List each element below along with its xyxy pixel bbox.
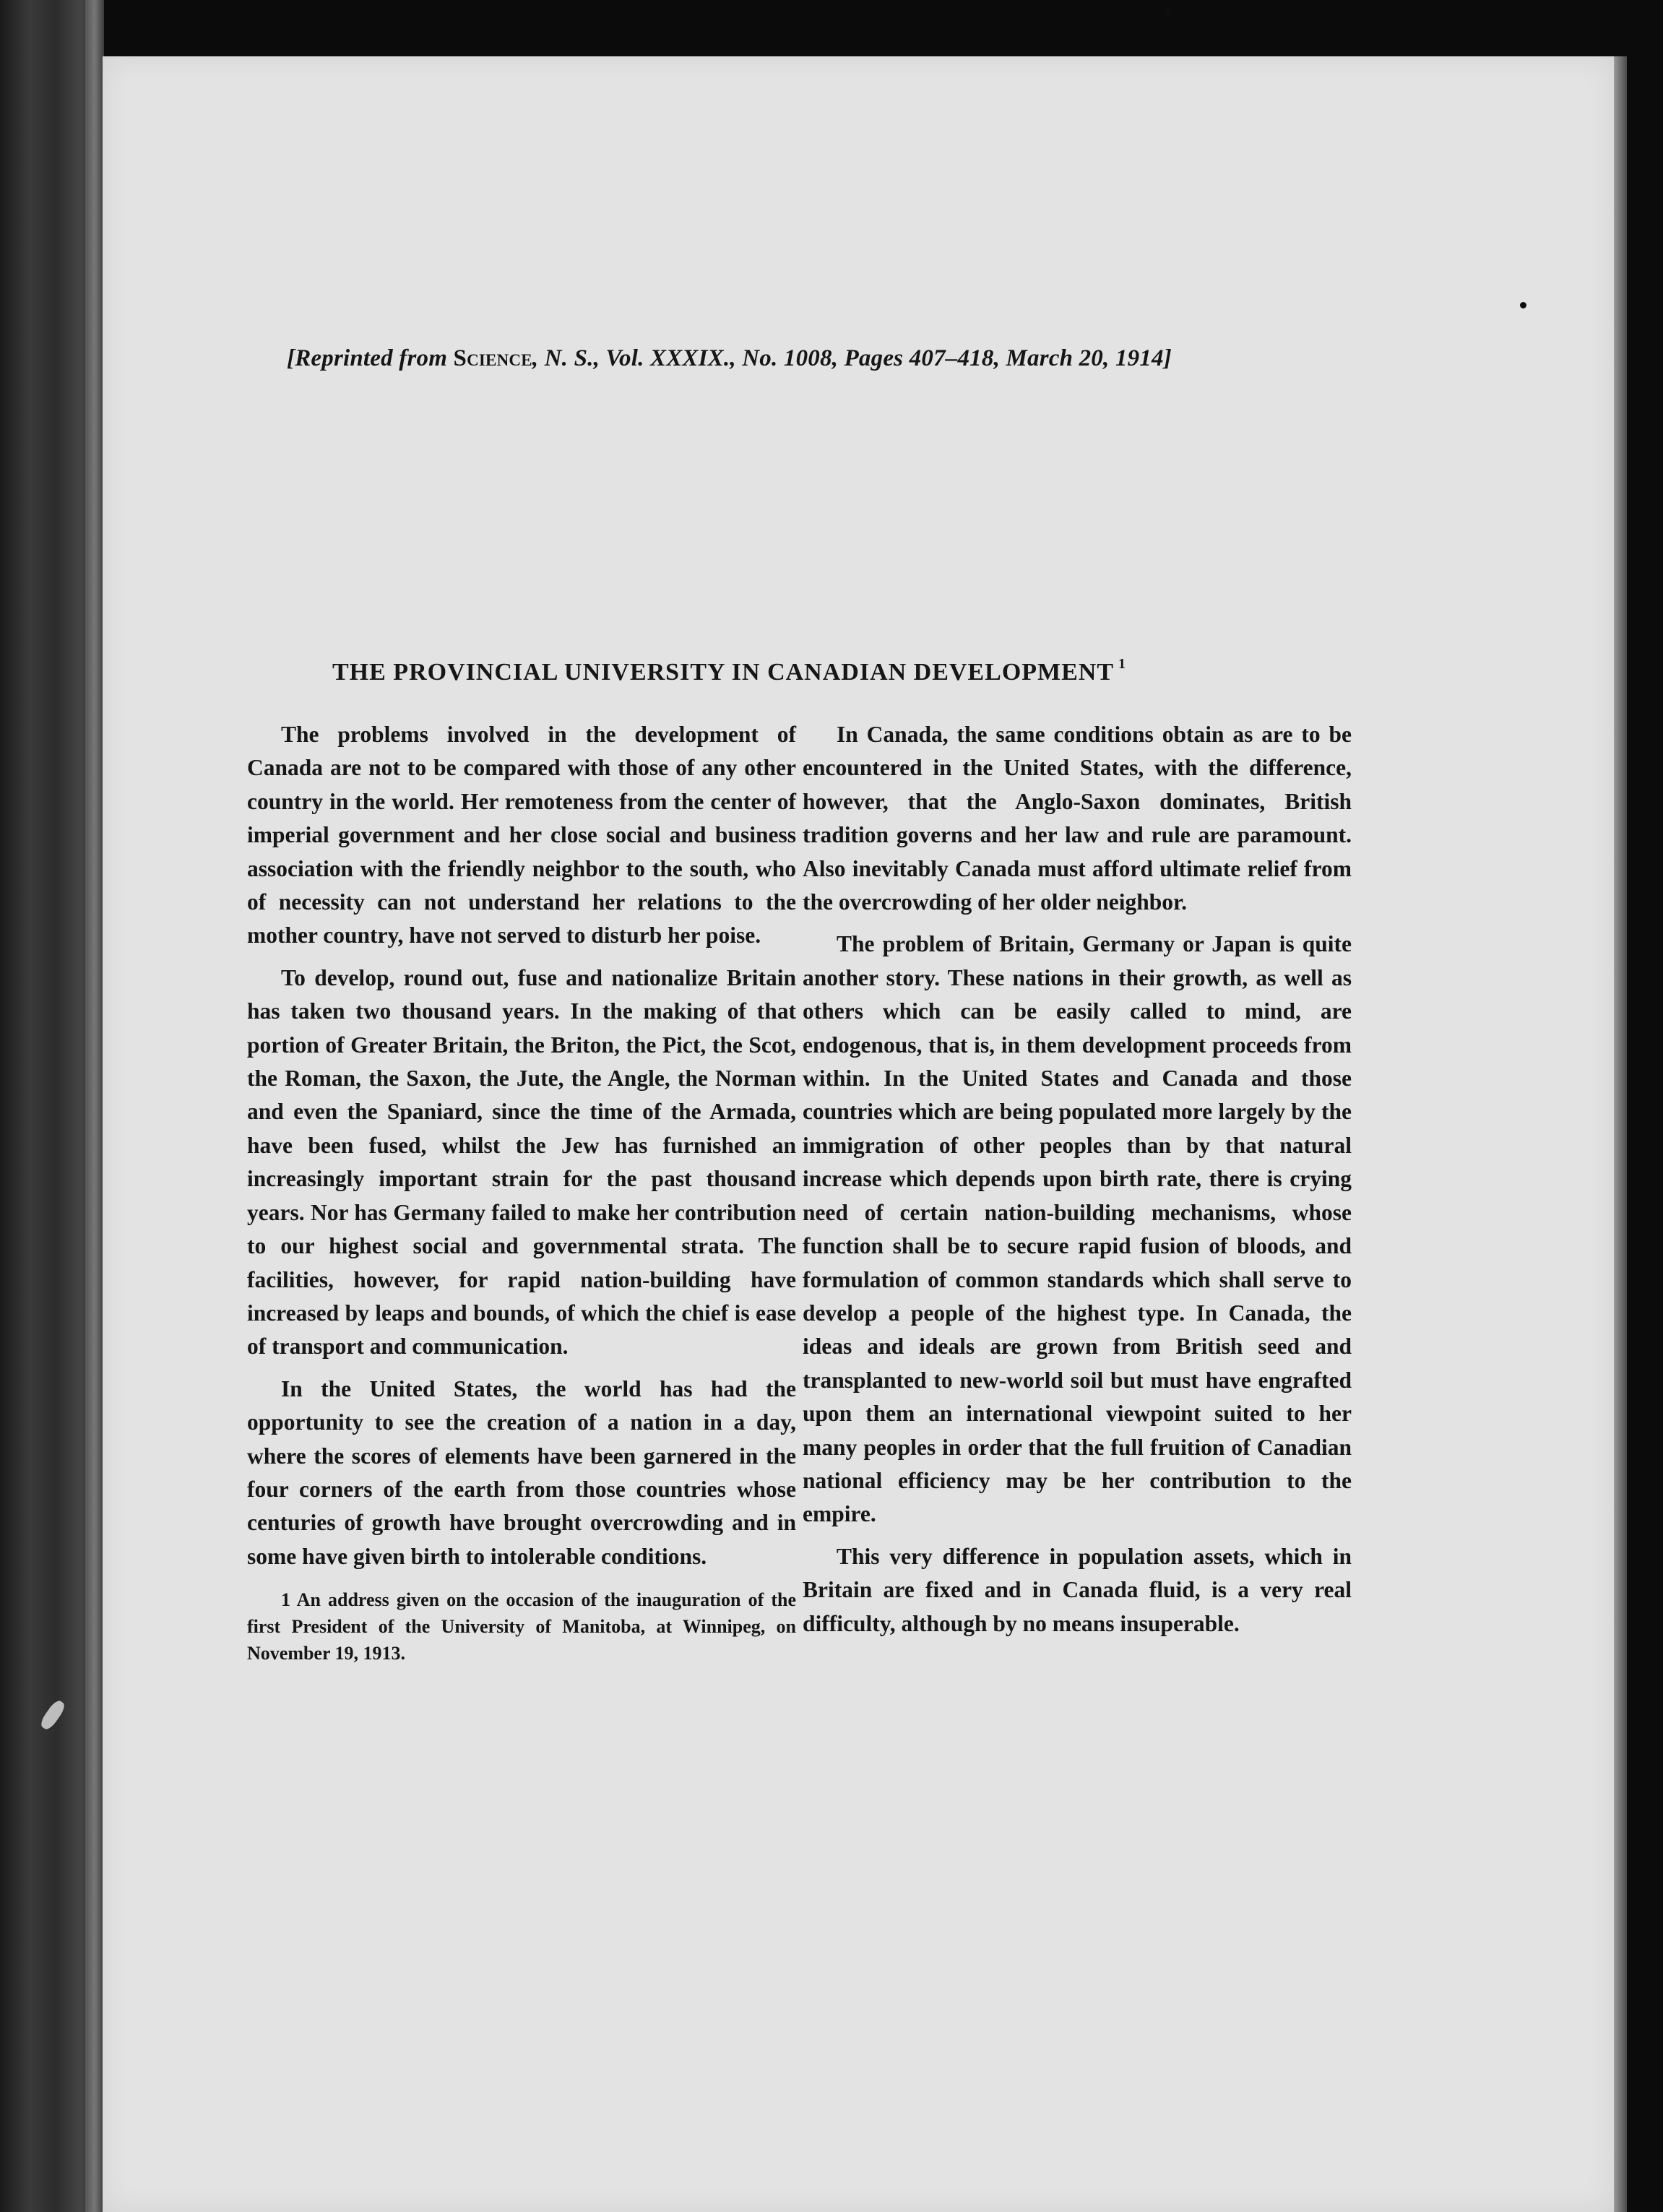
scan-speck: [1165, 6, 1170, 14]
paragraph: In Canada, the same conditions obtain as are to be encountered in the United States, with the difference, however, that the Anglo-Saxon dominates, British tradition governs and her law and rule are paramount. Also inevitably Canada must afford ultimate relief from the overcrowding of her older neighbor.: [803, 722, 1352, 915]
footnote: 1 An address given on the occasion of the inauguration of the first President of the University of Manitoba, at Winnipeg, on November 19, 1913.: [247, 1589, 796, 1664]
page-edge-shadow: [1614, 56, 1627, 2212]
title-footnote-marker: 1: [1118, 656, 1127, 672]
reprint-citation: [287, 345, 1370, 372]
paragraph: To develop, round out, fuse and nationalize Britain has taken two thousand years. In the making of that portion of Greater Britain, the Briton, the Pict, the Scot, the Roman, the Saxon, the Jute, the Angle, the Norman and even the Spaniard, since the time of the Armada, have been fused, whilst the Jew has furnished an increasingly important strain for the past thousand years. Nor has Germany failed to make her contribution to our highest social and governmental strata. The facilities, however, for rapid nation-building have increased by leaps and bounds, of which the chief is ease of transport and communication.: [247, 964, 796, 1360]
scan-speck: [1520, 302, 1526, 308]
reprint-rest: , N. S., Vol. XXXIX., No. 1008, Pages 407–418, March 20, 1914]: [532, 345, 1172, 371]
left-column: [247, 718, 796, 1667]
paragraph: This very difference in population assets, which in Britain are fixed and in Canada fluid, is a very real difficulty, although by no means insuperable.: [803, 1543, 1352, 1636]
reprint-open: [Reprinted from: [287, 345, 454, 371]
binding-edge: [85, 0, 104, 2212]
paragraph: In the United States, the world has had the opportunity to see the creation of a nation in a day, where the scores of elements have been garnered in the four corners of the earth from those countries whose centuries of growth have brought overcrowding and in some have given birth to intolerable conditions.: [247, 1375, 796, 1569]
article-title: [332, 656, 1358, 686]
reprint-journal: Science: [453, 345, 532, 371]
right-column: [803, 718, 1352, 1641]
article-title-text: THE PROVINCIAL UNIVERSITY IN CANADIAN DEVELOPMENT: [332, 659, 1115, 686]
paragraph: The problems involved in the development of Canada are not to be compared with those of any other country in the world. Her remoteness from the center of imperial government and her close social and business association with the friendly neighbor to the south, who of necessity can not understand her relations to the mother country, have not served to disturb her poise.: [247, 722, 796, 949]
paragraph: The problem of Britain, Germany or Japan is quite another story. These nations in their growth, as well as others which can be easily called to mind, are endogenous, that is, in them development proceeds from within. In the United States and Canada and those countries which are being populated more largely by the immigration of other peoples than by that natural increase which depends upon birth rate, there is crying need of certain nation-building mechanisms, whose function shall be to secure rapid fusion of bloods, and formulation of common standards which shall serve to develop a people of the highest type. In Canada, the ideas and ideals are grown from British seed and transplanted to new-world soil but must have engrafted upon them an international viewpoint suited to her many peoples in order that the full fruition of Canadian national efficiency may be her contribution to the empire.: [803, 931, 1352, 1527]
